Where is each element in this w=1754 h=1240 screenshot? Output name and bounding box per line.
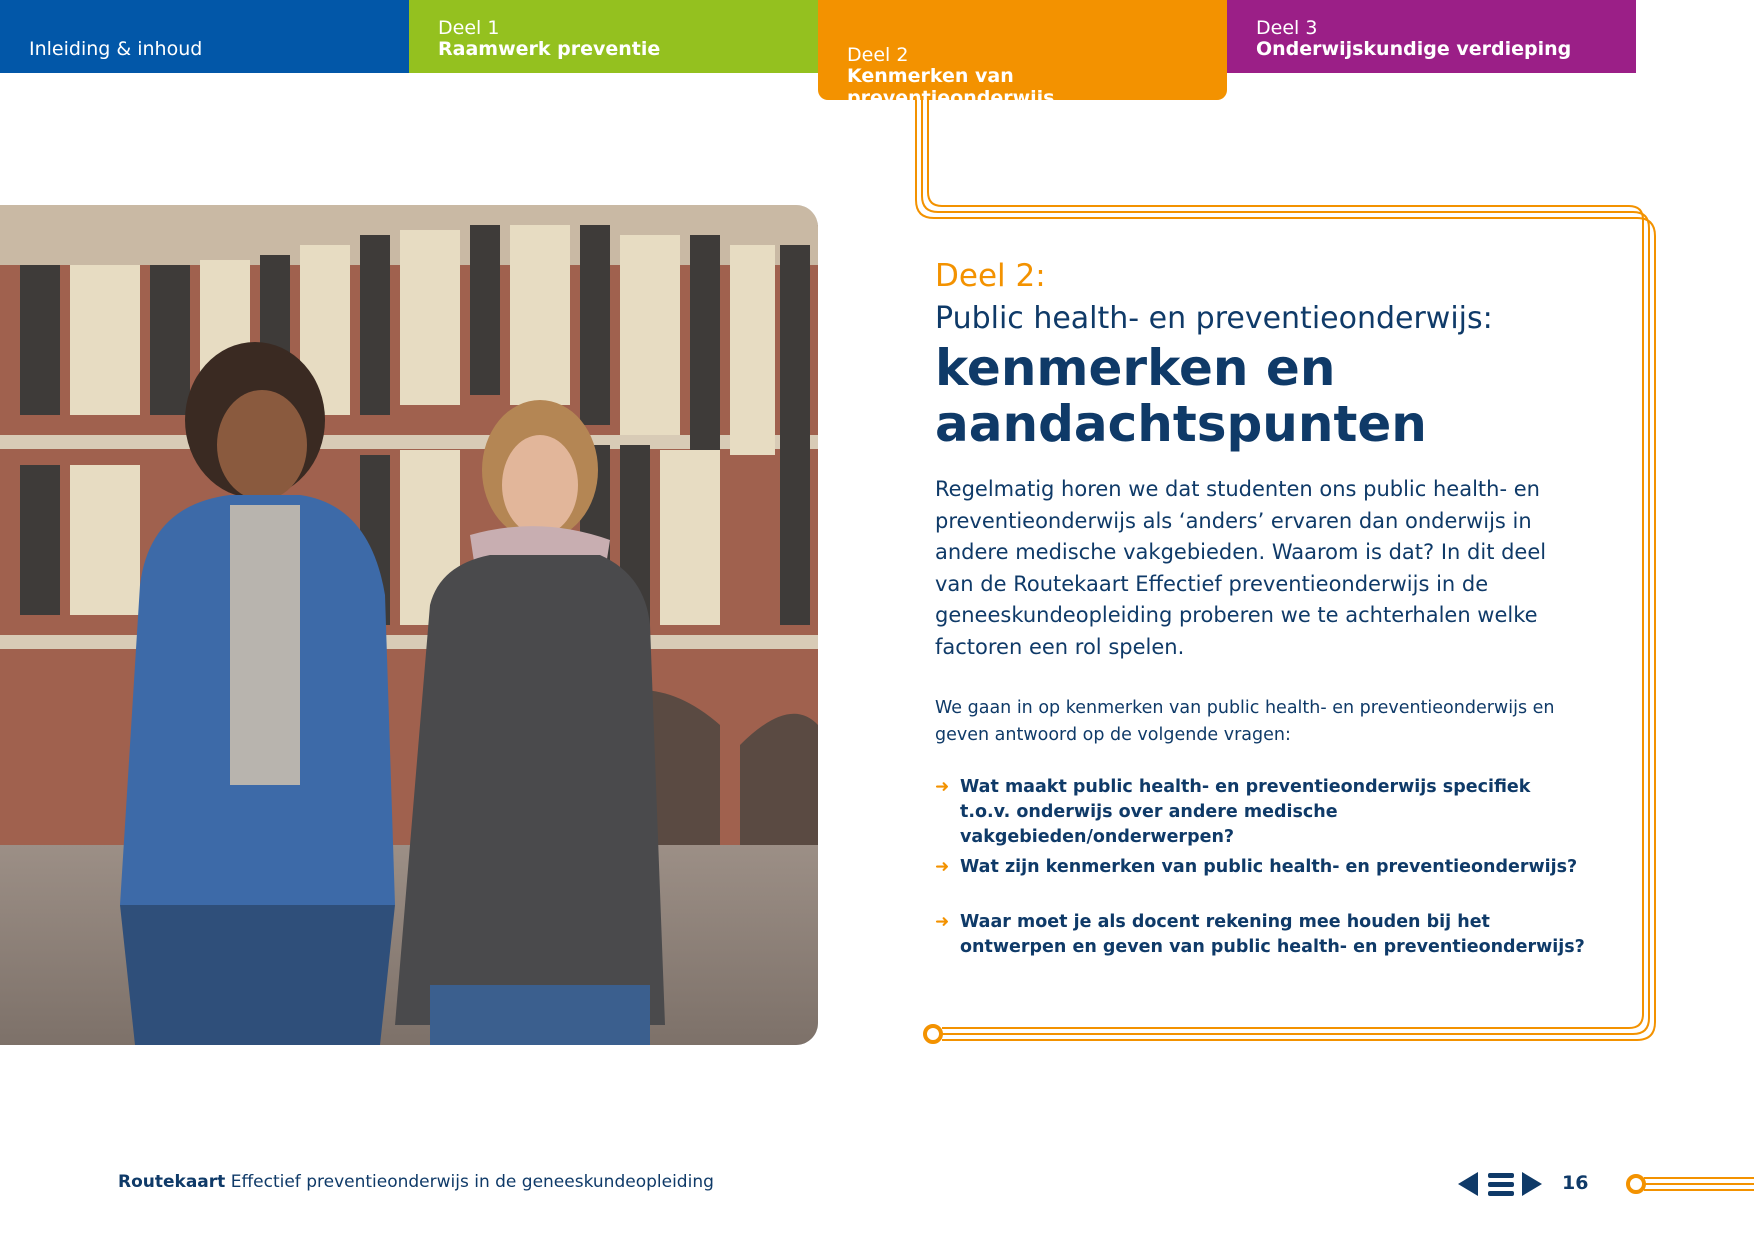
intro-paragraph: We gaan in op kenmerken van public health- en preventieonderwijs en geven antwoord op de volgende vragen: xyxy=(935,698,1555,745)
footer-title xyxy=(118,1172,714,1192)
question-text: Wat maakt public health- en preventieonderwijs specifiek t.o.v. onderwijs over andere medische vakgebieden/onderwerpen? xyxy=(960,777,1531,847)
menu-icon xyxy=(1486,1170,1516,1198)
list-item xyxy=(935,910,1585,960)
title-line-2: aandachtspunten xyxy=(935,395,1427,453)
prev-arrow-icon xyxy=(1456,1170,1480,1198)
tab-label: Inleiding & inhoud xyxy=(29,38,203,60)
section-subtitle: Public health- en preventieonderwijs: xyxy=(935,301,1493,336)
tab-label: Kenmerken van preventieonderwijs xyxy=(847,65,1055,109)
tab-kicker: Deel 2 xyxy=(847,44,909,66)
footer-brand: Routekaart xyxy=(118,1172,226,1192)
title-line-1: kenmerken en xyxy=(935,339,1336,397)
arrow-right-icon: ➜ xyxy=(935,857,950,877)
tab-kicker: Deel 3 xyxy=(1256,17,1318,39)
next-arrow-icon xyxy=(1520,1170,1544,1198)
route-end-marker xyxy=(1628,1176,1644,1192)
question-text: Wat zijn kenmerken van public health- en preventieonderwijs? xyxy=(960,857,1578,877)
menu-button[interactable] xyxy=(1486,1170,1516,1198)
next-page-button[interactable] xyxy=(1520,1170,1544,1198)
tab-label: Raamwerk preventie xyxy=(438,38,661,60)
arrow-right-icon: ➜ xyxy=(935,777,950,797)
tab-kicker: Deel 1 xyxy=(438,17,500,39)
page-number: 16 xyxy=(1562,1172,1589,1194)
list-item xyxy=(935,775,1585,855)
section-kicker: Deel 2: xyxy=(935,258,1046,294)
question-text: Waar moet je als docent rekening mee houden bij het ontwerpen en geven van public health- en preventieonderwijs? xyxy=(960,912,1585,957)
question-list xyxy=(935,775,1585,960)
list-item xyxy=(935,855,1585,910)
lead-paragraph: Regelmatig horen we dat studenten ons public health- en preventieonderwijs als ‘anders’ ervaren dan onderwijs in andere medische vakgebieden. Waarom is dat? In dit deel van de Routekaart Effectief preventieonderwijs in de geneeskundeopleiding proberen we te achterhalen welke factoren een rol spelen. xyxy=(935,477,1547,659)
prev-page-button[interactable] xyxy=(1456,1170,1480,1198)
footer-doc-title: Effectief preventieonderwijs in de geneeskundeopleiding xyxy=(230,1172,714,1192)
arrow-right-icon: ➜ xyxy=(935,912,950,932)
tab-label: Onderwijskundige verdieping xyxy=(1256,38,1572,60)
route-start-marker xyxy=(925,1026,941,1042)
page-title xyxy=(935,340,1615,452)
